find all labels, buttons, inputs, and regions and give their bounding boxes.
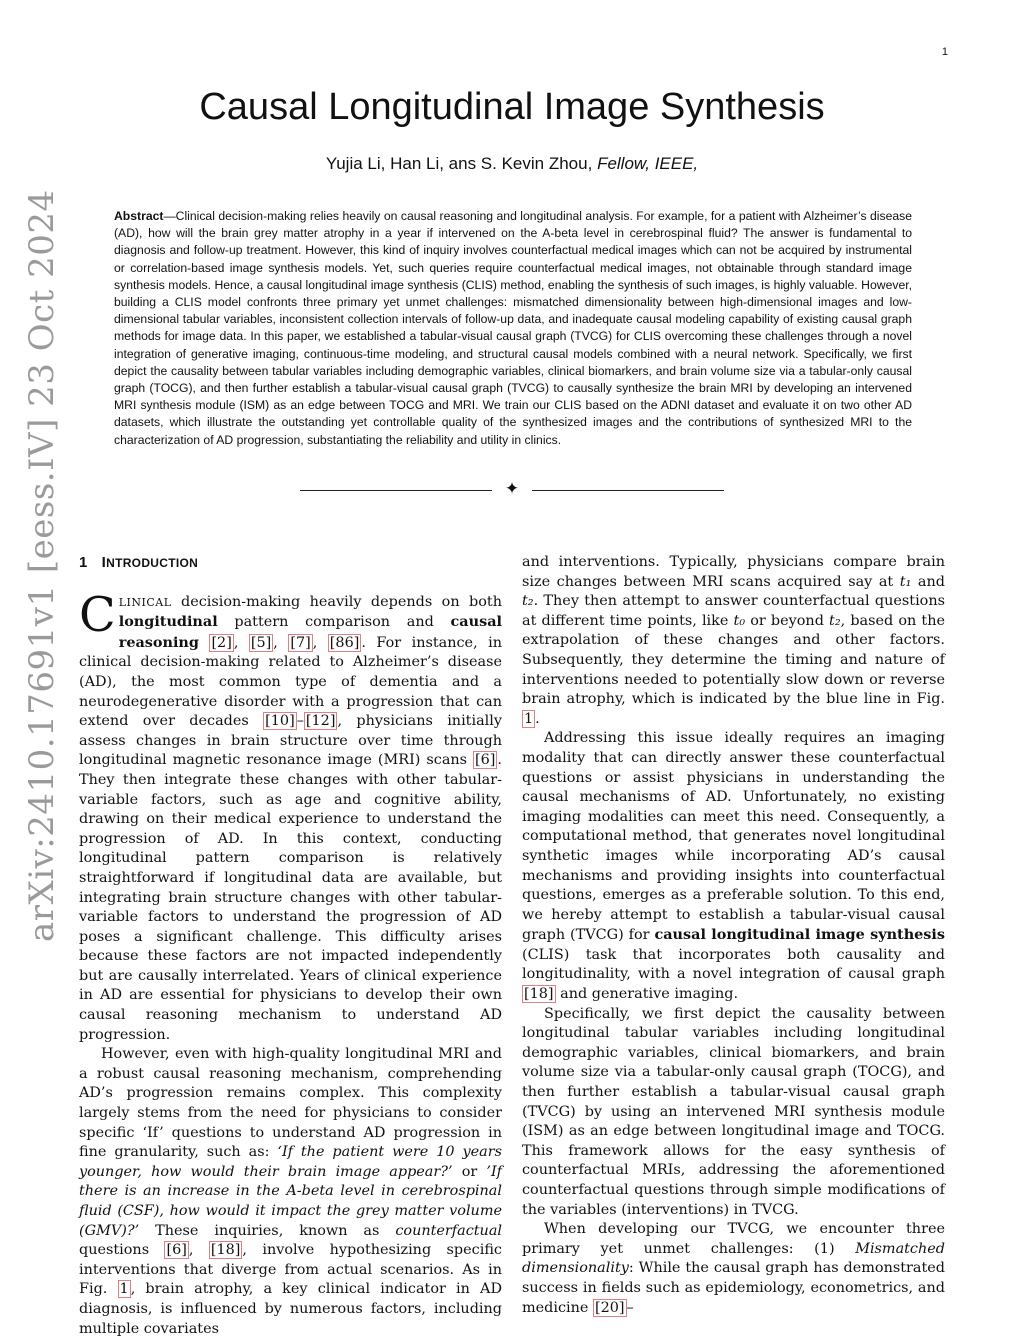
italic-quote: ‘If the patient were 10 years younger, how would their brain image appear?’	[79, 1144, 502, 1180]
text-run: or	[452, 1163, 487, 1180]
text-run: .	[535, 710, 540, 727]
smallcaps-word: LINICAL	[118, 595, 172, 609]
text-run: ,	[188, 1242, 209, 1259]
citation-link[interactable]: [6]	[475, 752, 496, 769]
italic-quote: ’If there is an increase in the A-beta level in cerebrospinal fluid (CSF), how would it impact the grey matter volume (GMV)?’	[79, 1163, 502, 1239]
text-run: (CLIS) task that incorporates both causality and longitudinality, with a novel integration of causal graph	[522, 946, 945, 983]
paragraph-2	[79, 1045, 502, 1339]
separator-star-icon: ✦	[504, 479, 520, 498]
figure-reference-link[interactable]: 1	[524, 710, 534, 727]
text-run: Specifically, we first depict the causality between longitudinal tabular variables including longitudinal demographic variables, clinical biomarkers, and brain volume size via a tabular-only causal graph (TOCG), and then further establish a tabular-visual causal graph (TVCG) by using an intervened MRI synthesis module (ISM) as an edge between longitudinal image and TOCG. This framework allows for the easy synthesis of counterfactual MRIs, addressing the aforementioned counterfactual questions through simple modifications of the variables (interventions) in TVCG.	[522, 1005, 945, 1218]
text-run: ,	[233, 634, 249, 651]
citation-link[interactable]: [2]	[211, 634, 232, 651]
text-run: questions	[79, 1242, 165, 1259]
section-separator	[300, 480, 724, 500]
text-run: ,	[312, 634, 328, 651]
citation-link[interactable]: [18]	[524, 986, 554, 1003]
citation-link[interactable]: [12]	[305, 713, 336, 730]
abstract	[114, 208, 912, 449]
text-run: or beyond	[745, 612, 830, 629]
paragraph-1	[79, 586, 503, 1046]
text-run: ,	[273, 634, 289, 651]
math-symbol: t₁	[899, 573, 912, 590]
text-run: and generative imaging.	[555, 986, 739, 1003]
citation-link[interactable]: [18]	[210, 1242, 241, 1259]
text-run: . They then integrate these changes with other tabular-variable factors, such as age and cognitive ability, drawing on their medical experience to understand the progression of AD. In this context, conducting longitudinal pattern comparison is relatively straightforward if longitudinal data are available, but integrating brain structure changes with other tabular-variable factors to understand the progression of AD poses a significant challenge. This difficulty arises because these factors are not impacted independently but are causally interrelated. Years of clinical experience in AD are essential for physicians to develop their own causal reasoning mechanism to understand AD progression.	[79, 752, 502, 1043]
text-run	[199, 635, 209, 651]
text-run: However, even with high-quality longitudinal MRI and a robust causal reasoning mechanism, comprehending AD’s progression remains complex. This complexity largely stems from the need for physicians to consider specific ‘If’ questions to understand AD progression in fine granularity, such as:	[79, 1046, 502, 1161]
text-run: These inquiries, known as	[139, 1222, 396, 1239]
text-run: . They then attempt to answer counterfactual questions at different time points, like	[522, 593, 945, 629]
text-run: –	[626, 1299, 634, 1316]
text-run: . For instance, in clinical decision-making related to Alzheimer’s disease (AD), the most common type of dementia and a neurodegenerative disorder with a progression that can extend over decades	[79, 634, 503, 730]
citation-link[interactable]: [10]	[265, 713, 295, 730]
arxiv-identifier-stamp: arXiv:2410.17691v1 [eess.IV] 23 Oct 2024	[22, 189, 62, 942]
abstract-label: Abstract	[114, 209, 164, 223]
citation-link[interactable]: [6]	[166, 1242, 187, 1259]
right-column	[522, 553, 945, 1318]
page-number: 1	[941, 46, 948, 58]
section-heading	[79, 553, 502, 574]
section-title-rest: NTRODUCTION	[106, 556, 199, 570]
bold-term: causal longitudinal image synthesis	[654, 926, 945, 944]
text-run: decision-making heavily depends on both	[171, 593, 502, 610]
paragraph-4	[522, 729, 945, 1004]
citation-link[interactable]: [20]	[595, 1299, 625, 1316]
text-run: , brain atrophy, a key clinical indicator in AD diagnosis, is influenced by numerous factors, including multiple covariates	[79, 1281, 502, 1337]
abstract-text: —Clinical decision-making relies heavily on causal reasoning and longitudinal analysis. For example, for a patient with Alzheimer’s disease (AD), how will the brain grey matter atrophy in a year if intervened on the A-beta level in cerebrospinal fluid? The answer is fundamental to diagnosis and follow-up treatment. However, this kind of inquiry involves counterfactual medical images which can not be acquired by instrumental or correlation-based image synthesis models. Yet, such queries require counterfactual medical images, not obtainable through standard image synthesis models. Hence, a causal longitudinal image synthesis (CLIS) method, enabling the synthesis of such images, is highly valuable. However, building a CLIS model confronts three primary yet unmet challenges: mismatched dimensionality between high-dimensional images and low-dimensional tabular variables, inconsistent collection intervals of follow-up data, and inadequate causal modeling capability of existing causal graph methods for image data. In this paper, we established a tabular-visual causal graph (TVCG) for CLIS overcoming these challenges through a novel integration of generative imaging, continuous-time modeling, and structural causal models combined with a neural network. Specifically, we first depict the causality between tabular variables including demographic variables, clinical biomarkers, and brain volume size via a tabular-only causal graph (TOCG), and then further establish a tabular-visual causal graph (TVCG) to causally synthesize the brain MRI by developing an intervened MRI synthesis module (ISM) as an edge between TOCG and MRI. We train our CLIS based on the ADNI dataset and evaluate it on two other AD datasets, which illustrate the outstanding yet controllable quality of the synthesized images and the contributions of synthesized MRI to the characterization of AD progression, substantiating the reliability and utility in clinics.	[114, 209, 912, 447]
text-run: : While the causal graph has demonstrated success in fields such as epidemiology, econometrics, and medicine	[522, 1260, 945, 1316]
paper-title: Causal Longitudinal Image Synthesis	[199, 86, 825, 128]
left-column	[79, 553, 502, 1339]
citation-link[interactable]: [5]	[250, 634, 272, 651]
paragraph-6	[522, 1220, 945, 1318]
math-symbol: t₀	[733, 612, 746, 629]
section-number: 1	[79, 554, 88, 571]
text-run: , involve hypothesizing specific interventions that diverge from actual scenarios. As in Fig.	[79, 1242, 502, 1298]
drop-cap-letter: C	[79, 586, 116, 643]
text-run: Addressing this issue ideally requires an imaging modality that can directly answer these counterfactual questions or assist physicians in understanding the causal mechanisms of AD. Unfortunately, no existing imaging modalities can meet this need. Consequently, a computational method, that generates novel longitudinal synthetic images while incorporating AD’s causal mechanisms and providing insights into counterfactual questions, emerges as a preferable solution. To this end, we hereby attempt to establish a tabular-visual causal graph (TVCG) for	[522, 730, 945, 944]
author-names: Yujia Li, Han Li, ans S. Kevin Zhou,	[325, 154, 593, 173]
math-symbol: t₂	[829, 612, 841, 629]
paragraph-3	[522, 553, 945, 729]
figure-reference-link[interactable]: 1	[119, 1281, 129, 1298]
bold-term: longitudinal	[118, 613, 218, 631]
text-run: , physicians initially assess changes in brain structure over time through longitudinal magnetic resonance image (MRI) scans	[79, 713, 502, 769]
italic-term: Mismatched dimensionality	[522, 1240, 945, 1277]
bold-term: causal reasoning	[118, 613, 502, 651]
text-run: When developing our TVCG, we encounter three primary yet unmet challenges: (1)	[522, 1221, 945, 1257]
citation-link[interactable]: [86]	[329, 634, 360, 651]
author-line	[0, 154, 1024, 174]
text-run: pattern comparison and	[217, 614, 451, 631]
text-run: , based on the extrapolation of these changes and other factors. Subsequently, they determine the timing and nature of interventions needed to potentially slow down or reverse brain atrophy, which is indicated by the blue line in Fig.	[522, 612, 945, 708]
text-run: and	[911, 573, 945, 590]
math-symbol: t₂	[522, 593, 534, 610]
separator-line-left	[300, 490, 492, 491]
text-run: and interventions. Typically, physicians compare brain size changes between MRI scans acquired say at	[522, 554, 945, 590]
italic-term: counterfactual	[395, 1222, 502, 1239]
separator-line-right	[532, 490, 724, 491]
citation-link[interactable]: [7]	[290, 634, 311, 651]
section-title-initial: I	[101, 554, 107, 571]
author-affiliation-suffix: Fellow, IEEE,	[597, 154, 699, 173]
text-run: –	[296, 713, 304, 730]
paragraph-5	[522, 1005, 945, 1221]
